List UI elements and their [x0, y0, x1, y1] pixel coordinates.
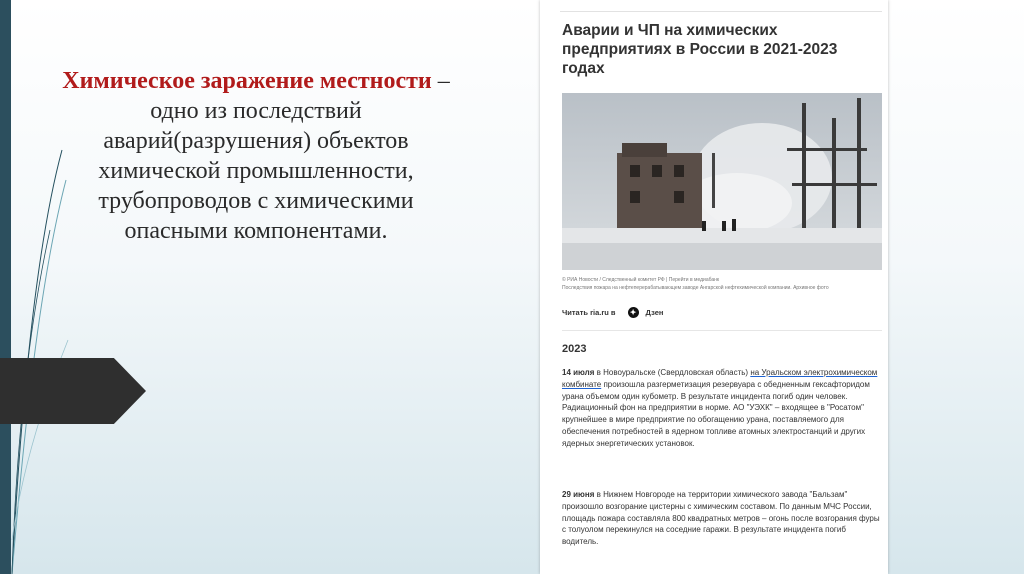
article-screenshot	[540, 0, 888, 574]
heading-bold-term: Химическое заражение местности	[62, 68, 432, 94]
read-label: Читать ria.ru в	[562, 308, 616, 317]
date-june-29: 29 июня	[562, 490, 595, 499]
year-heading: 2023	[562, 343, 587, 355]
dark-arrow-shape	[0, 358, 146, 424]
paragraph-july-14: 14 июля в Новоуральске (Свердловская область) на Уральском электрохимическом комбинате произошла разгерметизация резервуара с обедненным гексафторидом урана объемом один кубометр. В результате инцидента погиб один человек. Радиационный фон на предприятии в норме. АО "УЭХК" – входящее в "Росатом" крупнейшее в мире предприятие по обогащению урана, поставляемого для обеспечения потребностей в ядерном топливе атомных электростанций и других ядерных энергетических установок.	[562, 368, 878, 448]
article-title: Аварии и ЧП на химических предприятиях в России в 2021-2023 годах	[562, 22, 838, 77]
plant-ruins-image	[562, 93, 882, 270]
date-july-14: 14 июля	[562, 368, 595, 377]
dzen-label: Дзен	[645, 308, 664, 317]
photo-caption: Последствия пожара на нефтеперерабатывающем заводе Ангарской нефтехимической компании. Архивное фото	[562, 285, 829, 291]
slide-main-text	[56, 66, 456, 246]
photo-credit: © РИА Новости / Следственный комитет РФ | Перейти в медиабанк	[562, 277, 720, 283]
paragraph-june-29: 29 июня в Нижнем Новгороде на территории химического завода "Бальзам" произошло возгорание цистерны с химическим составом. По данным МЧС России, площадь пожара составляла 800 квадратных метров – огонь после возгорания фуры с толуолом перекинулся на соседние гаражи. В результате инцидента погиб водитель.	[562, 490, 880, 547]
article-top-divider	[560, 11, 882, 12]
heading-rest-text: – одно из последствий аварий(разрушения) объектов химической промышленности, трубопроводов с химическими опасными компонентами.	[98, 68, 450, 244]
read-on-dzen-row[interactable]	[562, 307, 663, 318]
article-divider	[562, 330, 882, 331]
article-photo	[562, 93, 882, 270]
uehk-link[interactable]: на Уральском электрохимическом комбинате	[562, 368, 878, 389]
dzen-icon: ✦	[628, 307, 639, 318]
